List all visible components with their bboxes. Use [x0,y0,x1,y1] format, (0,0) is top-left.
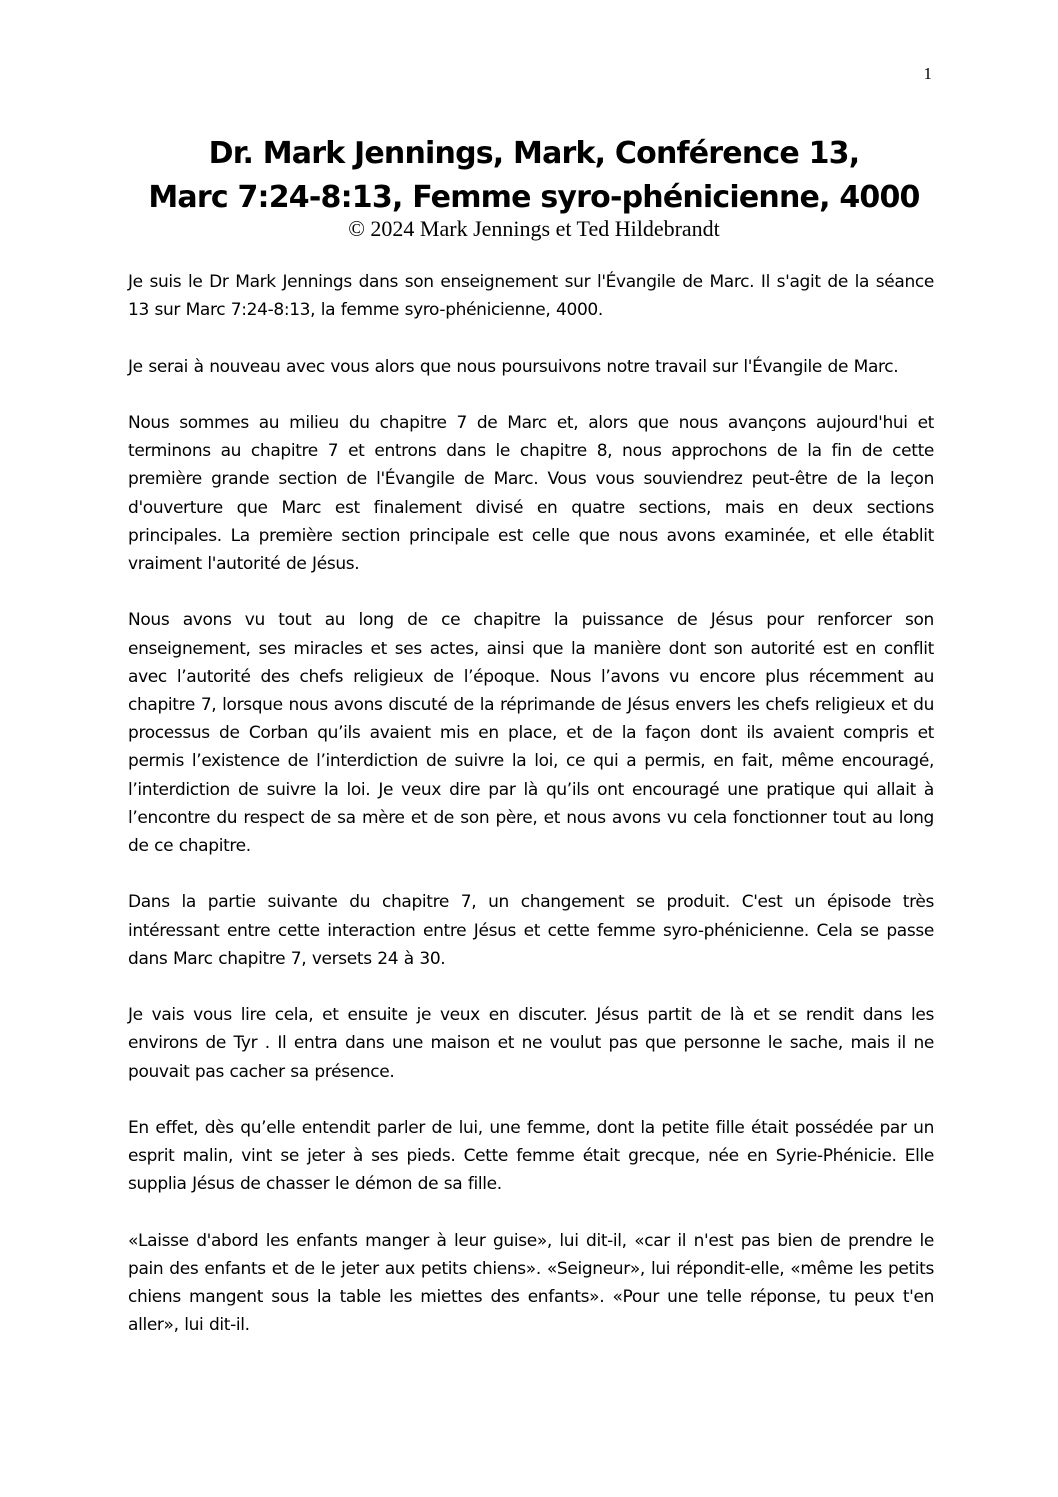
paragraph-5: Dans la partie suivante du chapitre 7, un changement se produit. C'est un épisode très intéressant entre cette interaction entre Jésus et cette femme syro-phénicienne. Cela se passe dans Marc chapitre 7, versets 24 à 30. [128,892,934,969]
document-header [100,132,968,242]
paragraph-6: Je vais vous lire cela, et ensuite je veux en discuter. Jésus partit de là et se rendit dans les environs de Tyr . Il entra dans une maison et ne voulut pas que personne le sache, mais il ne pouvait pas cacher sa présence. [128,1005,934,1082]
paragraph-1: Je suis le Dr Mark Jennings dans son enseignement sur l'Évangile de Marc. Il s'agit de la séance 13 sur Marc 7:24-8:13, la femme syro-phénicienne, 4000. [128,272,934,321]
document-title-line-1: Dr. Mark Jennings, Mark, Conférence 13, [208,136,860,171]
paragraph-8: «Laisse d'abord les enfants manger à leur guise», lui dit-il, «car il n'est pas bien de prendre le pain des enfants et de le jeter aux petits chiens». «Seigneur», lui répondit-elle, «même les petits chiens mangent sous la table les miettes des enfants». «Pour une telle réponse, tu peux t'en aller», lui dit-il. [128,1230,934,1336]
paragraph-4: Nous avons vu tout au long de ce chapitre la puissance de Jésus pour renforcer son enseignement, ses miracles et ses actes, ainsi que la manière dont son autorité est en conflit avec l’autorité des chefs religieux de l’époque. Nous l’avons vu encore plus récemment au chapitre 7, lorsque nous avons discuté de la réprimande de Jésus envers les chefs religieux et du processus de Corban qu’ils avaient mis en place, et de la façon dont ils avaient compris et permis l’existence de l’interdiction de suivre la loi, ce qui a permis, en fait, même encouragé, l’interdiction de suivre la loi. Je veux dire par là qu’ils ont encouragé une pratique qui allait à l’encontre du respect de sa mère et de son père, et nous avons vu cela fonctionner tout au long de ce chapitre. [128,610,934,857]
paragraph-2: Je serai à nouveau avec vous alors que nous poursuivons notre travail sur l'Évangile de Marc. [128,356,899,377]
paragraph-3: Nous sommes au milieu du chapitre 7 de Marc et, alors que nous avançons aujourd'hui et terminons au chapitre 7 et entrons dans le chapitre 8, nous approchons de la fin de cette première grande section de l'Évangile de Marc. Vous vous souviendrez peut-être de la leçon d'ouverture que Marc est finalement divisé en quatre sections, mais en deux sections principales. La première section principale est celle que nous avons examinée, et elle établit vraiment l'autorité de Jésus. [128,412,934,574]
page-number: 1 [923,64,932,83]
document-body [128,268,934,1368]
copyright-notice: © 2024 Mark Jennings et Ted Hildebrandt [348,216,720,241]
paragraph-7: En effet, dès qu’elle entendit parler de lui, une femme, dont la petite fille était possédée par un esprit malin, vint se jeter à ses pieds. Cette femme était grecque, née en Syrie-Phénicie. Elle supplia Jésus de chasser le démon de sa fille. [128,1118,934,1195]
document-title-line-2: Marc 7:24-8:13, Femme syro-phénicienne, 4000 [148,180,920,215]
